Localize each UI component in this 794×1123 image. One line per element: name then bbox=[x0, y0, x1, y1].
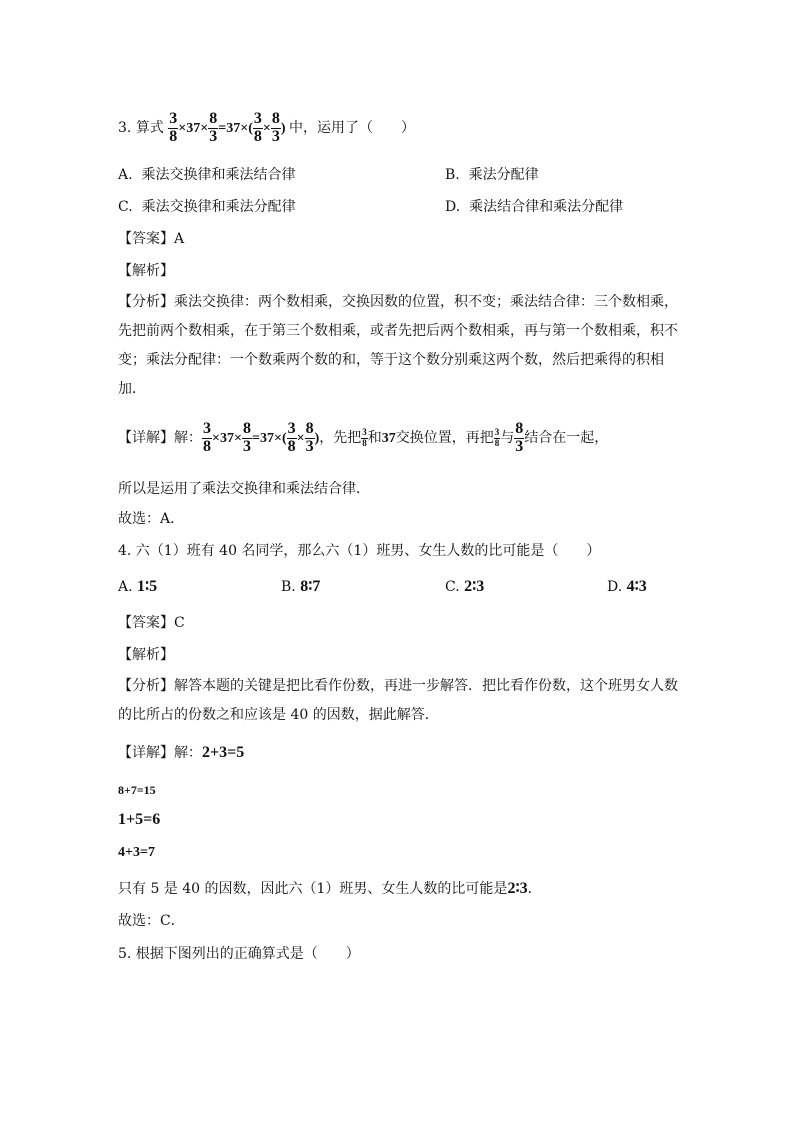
q3-prefix: 算式 bbox=[135, 120, 164, 136]
number-37: 37 bbox=[381, 431, 396, 446]
q3-stem bbox=[118, 110, 415, 146]
q4-stem: 4. 六（1）班有 40 名同学，那么六（1）班男、女生人数的比可能是（ ） bbox=[118, 543, 601, 559]
q5-stem: 5. 根据下图列出的正确算式是（ ） bbox=[118, 946, 360, 962]
equation: 4+3=7 bbox=[118, 845, 155, 860]
q4-option-b[interactable]: B. 8∶7 bbox=[281, 578, 321, 595]
q4-detail: 【详解】解：2+3=5 bbox=[118, 744, 245, 761]
q3-detail-line2: 所以是运用了乘法交换律和乘法结合律． bbox=[118, 481, 370, 497]
q3-answer: 【答案】A bbox=[118, 231, 185, 247]
q3-formula: $\frac{3}{8}$ ×37× $\frac{8}{3}$ =37×( $\frac{3}{8}$ × $\frac{8}{3}$ ) bbox=[169, 110, 286, 146]
q4-answer: 【答案】C bbox=[118, 615, 185, 631]
q3-option-a[interactable]: A. 乘法交换律和乘法结合律 bbox=[118, 167, 296, 183]
q3-conclusion: 故选：A． bbox=[118, 511, 185, 527]
q3-jiexi-heading: 【解析】 bbox=[118, 263, 174, 279]
q4-conclusion: 只有 5 是 40 的因数，因此六（1）班男、女生人数的比可能是2∶3． bbox=[118, 880, 542, 897]
ratio-answer: 2∶3 bbox=[507, 880, 528, 897]
q4-jiexi-heading: 【解析】 bbox=[118, 647, 174, 663]
small-fraction-3-8: $\frac{3}{8}$ bbox=[494, 427, 500, 448]
fraction-3-8: $\frac{3}{8}$ bbox=[287, 420, 296, 456]
q4-option-d[interactable]: D. 4∶3 bbox=[607, 578, 647, 595]
fraction-8-3: $\frac{8}{3}$ bbox=[271, 110, 280, 146]
equation: 8+7=15 bbox=[118, 783, 156, 797]
q3-analysis: 【分析】乘法交换律：两个数相乘，交换因数的位置，积不变；乘法结合律：三个数相乘，先把前两个数相乘，在于第三个数相乘，或者先把后两个数相乘，再与第一个数相乘，积不变；乘法分配律：一个数乘两个数的和，等于这个数分别乘这两个数，然后把乘得的积相加． bbox=[118, 294, 678, 397]
q3-detail: 【详解】解： $\frac{3}{8}$ ×37× $\frac{8}{3}$ =37×( $\frac{3}{8}$ × $\frac{8}{3}$ )，先把 $\frac{3}{8}$ 和37交换位置，再把 $\frac{3}{8}$ 与 $\frac{8}{3}$ 结合在一起， bbox=[118, 419, 609, 456]
fraction-3-8: $\frac{3}{8}$ bbox=[169, 110, 178, 146]
equation: 1+5=6 bbox=[118, 811, 161, 828]
q3-option-d[interactable]: D. 乘法结合律和乘法分配律 bbox=[445, 199, 624, 215]
fraction-8-3: $\frac{8}{3}$ bbox=[242, 420, 251, 456]
q3-number: 3. bbox=[118, 120, 132, 136]
fraction-8-3: $\frac{8}{3}$ bbox=[209, 110, 218, 146]
equation: 2+3=5 bbox=[202, 744, 245, 761]
q4-option-a[interactable]: A. 1∶5 bbox=[118, 578, 158, 595]
fraction-8-3: $\frac{8}{3}$ bbox=[305, 420, 314, 456]
small-fraction-3-8: $\frac{3}{8}$ bbox=[362, 427, 367, 448]
q3-option-c[interactable]: C. 乘法交换律和乘法分配律 bbox=[118, 199, 296, 215]
q3-option-b[interactable]: B. 乘法分配律 bbox=[445, 167, 539, 183]
q4-option-c[interactable]: C. 2∶3 bbox=[445, 578, 485, 595]
q4-guxuan: 故选：C． bbox=[118, 913, 185, 929]
q4-analysis: 【分析】解答本题的关键是把比看作份数，再进一步解答．把比看作份数，这个班男女人数的比所占的份数之和应该是 40 的因数，据此解答． bbox=[118, 678, 678, 723]
detail-formula: $\frac{3}{8}$ ×37× $\frac{8}{3}$ =37×( $\frac{3}{8}$ × $\frac{8}{3}$ ) bbox=[203, 420, 320, 456]
detail-label: 【详解】解： bbox=[118, 430, 202, 446]
fraction-3-8: $\frac{3}{8}$ bbox=[253, 110, 262, 146]
fraction-8-3: $\frac{8}{3}$ bbox=[515, 419, 524, 455]
q3-suffix: 中，运用了（ ） bbox=[289, 120, 416, 136]
fraction-3-8: $\frac{3}{8}$ bbox=[203, 420, 211, 456]
